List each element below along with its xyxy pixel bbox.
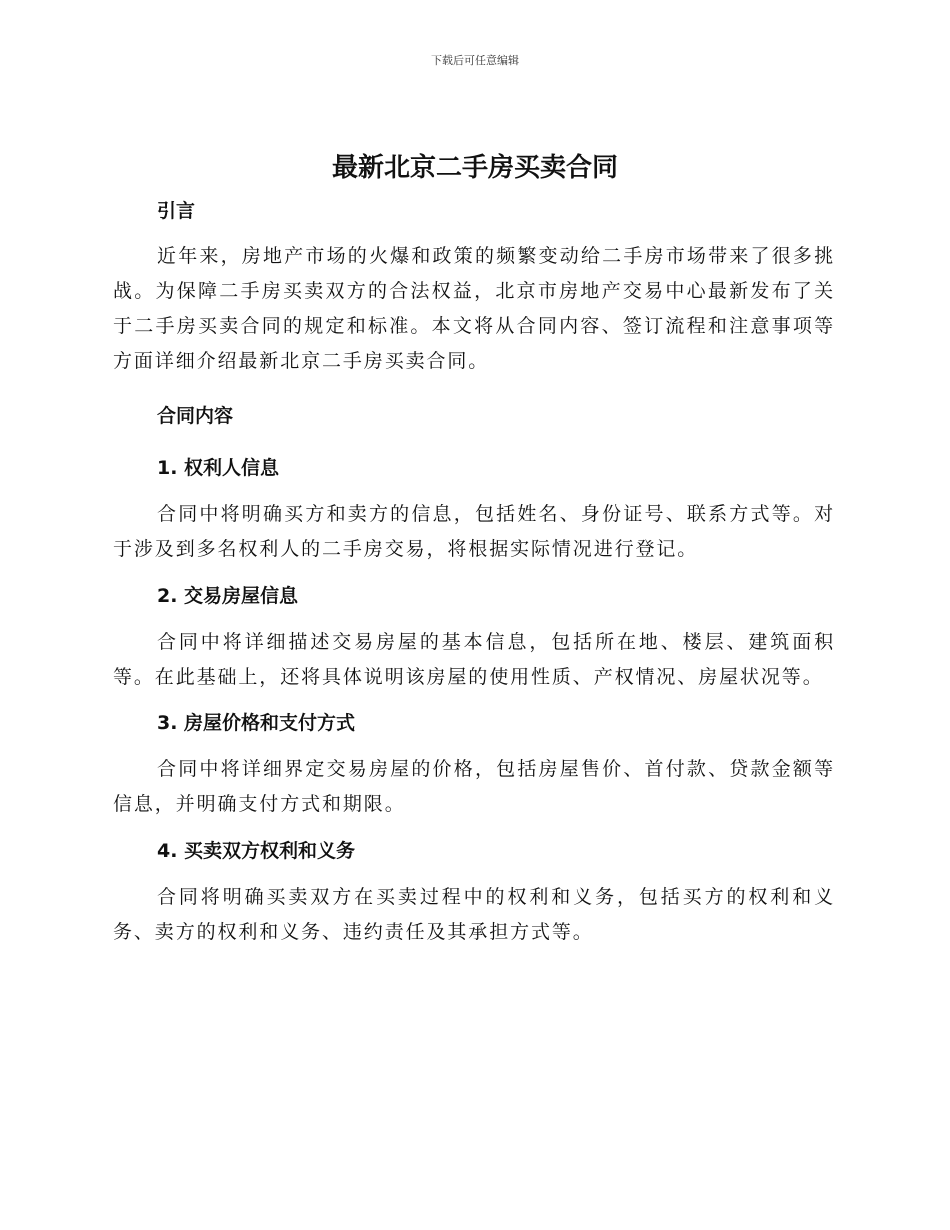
- section-heading-rights-obligations: 4. 买卖双方权利和义务: [157, 840, 356, 862]
- section-heading-property-info: 2. 交易房屋信息: [157, 585, 299, 607]
- document-title: 最新北京二手房买卖合同: [331, 153, 618, 183]
- section-heading-price-payment: 3. 房屋价格和支付方式: [157, 712, 356, 734]
- section-paragraph-rights-holder: 合同中将明确买方和卖方的信息，包括姓名、身份证号、联系方式等。对于涉及到多名权利人的二手房交易，将根据实际情况进行登记。: [113, 503, 835, 560]
- section-paragraph-price-payment: 合同中将详细界定交易房屋的价格，包括房屋售价、首付款、贷款金额等信息，并明确支付方式和期限。: [113, 758, 835, 815]
- document-body: [113, 196, 835, 950]
- section-heading-rights-holder: 1. 权利人信息: [157, 457, 280, 479]
- contract-content-heading: 合同内容: [157, 405, 234, 427]
- page-header-note: 下载后可任意编辑: [431, 54, 519, 67]
- section-paragraph-property-info: 合同中将详细描述交易房屋的基本信息，包括所在地、楼层、建筑面积等。在此基础上，还将具体说明该房屋的使用性质、产权情况、房屋状况等。: [113, 631, 835, 688]
- intro-paragraph: 近年来，房地产市场的火爆和政策的频繁变动给二手房市场带来了很多挑战。为保障二手房买卖双方的合法权益，北京市房地产交易中心最新发布了关于二手房买卖合同的规定和标准。本文将从合同内容、签订流程和注意事项等方面详细介绍最新北京二手房买卖合同。: [113, 245, 835, 372]
- section-paragraph-rights-obligations: 合同将明确买卖双方在买卖过程中的权利和义务，包括买方的权利和义务、卖方的权利和义务、违约责任及其承担方式等。: [113, 886, 835, 943]
- intro-heading: 引言: [157, 200, 196, 222]
